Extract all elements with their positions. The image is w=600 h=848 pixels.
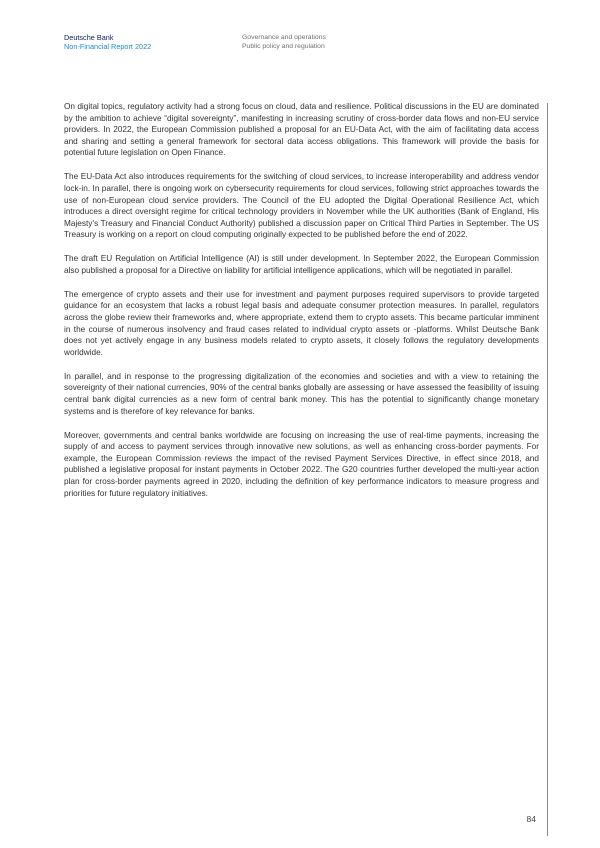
page-number: 84 <box>526 814 536 824</box>
report-title: Non-Financial Report 2022 <box>64 42 152 51</box>
paragraph-crypto-assets: The emergence of crypto assets and their use for investment and payment purposes required supervisors to provide targeted guidance for an ecosystem that lacks a robust legal basis and adequate consumer protection measures. In parallel, regulators across the globe review their frameworks and, where appropriate, extend them to crypto assets. This became particular imminent in the course of numerous insolvency and fraud cases related to individual crypto assets or -platforms. Whilst Deutsche Bank does not yet actively engage in any business models related to crypto assets, it closely follows the regulatory developments worldwide. <box>64 289 539 357</box>
paragraph-cbdc: In parallel, and in response to the progressing digitalization of the economies and societies and with a view to retaining the sovereignty of their national currencies, 90% of the central banks globally are assessing or have assessed the feasibility of issuing central bank digital currencies as a new form of central bank money. This has the potential to significantly change monetary systems and is therefore of key relevance for banks. <box>64 371 539 416</box>
section-title: Governance and operations <box>242 34 326 41</box>
paragraph-ai-regulation: The draft EU Regulation on Artificial Intelligence (AI) is still under development. In September 2022, the European Commission also published a proposal for a Directive on liability for artificial intelligence applications, which will be negotiated in parallel. <box>64 254 539 275</box>
section-breadcrumb <box>242 33 326 51</box>
subsection-title: Public policy and regulation <box>242 43 325 50</box>
page-header <box>64 33 544 57</box>
paragraph-payments: Moreover, governments and central banks worldwide are focusing on increasing the use of real-time payments, increasing the supply of and access to payment services through innovative new solutions, as well as enhancing cross-border payments. For example, the European Commission reviews the impact of the revised Payment Services Directive, in effect since 2018, and published a legislative proposal for instant payments in October 2022. The G20 countries further developed the multi-year action plan for cross-border payments agreed in 2020, including the definition of key performance indicators to measure progress and priorities for future regulatory initiatives. <box>64 430 539 498</box>
company-name: Deutsche Bank <box>64 33 114 42</box>
margin-divider <box>547 103 548 836</box>
paragraph-eu-data-act: The EU-Data Act also introduces requirements for the switching of cloud services, to increase interoperability and address vendor lock-in. In parallel, there is ongoing work on cybersecurity requirements for cloud services, following strict approaches towards the use of non-European cloud service providers. The Council of the EU adopted the Digital Operational Resilience Act, which introduces a direct oversight regime for critical technology providers in November while the UK authorities (Bank of England, His Majesty’s Treasury and Financial Conduct Authority) published a discussion paper on Critical Third Parties in September. The US Treasury is working on a report on cloud computing originally expected to be published before the end of 2022. <box>64 172 539 240</box>
paragraph-digital-topics: On digital topics, regulatory activity had a strong focus on cloud, data and resilience. Political discussions in the EU are dominated by the ambition to achieve “digital sovereignty”, manifesting in increasing scrutiny of cross-border data flows and non-EU service providers. In 2022, the European Commission published a proposal for an EU-Data Act, with the aim of facilitating data access and sharing and setting a general framework for sectoral data access obligations. This framework will provide the basis for potential future legislation on Open Finance. <box>64 102 539 158</box>
brand-block <box>64 33 151 51</box>
body-text <box>64 101 539 512</box>
